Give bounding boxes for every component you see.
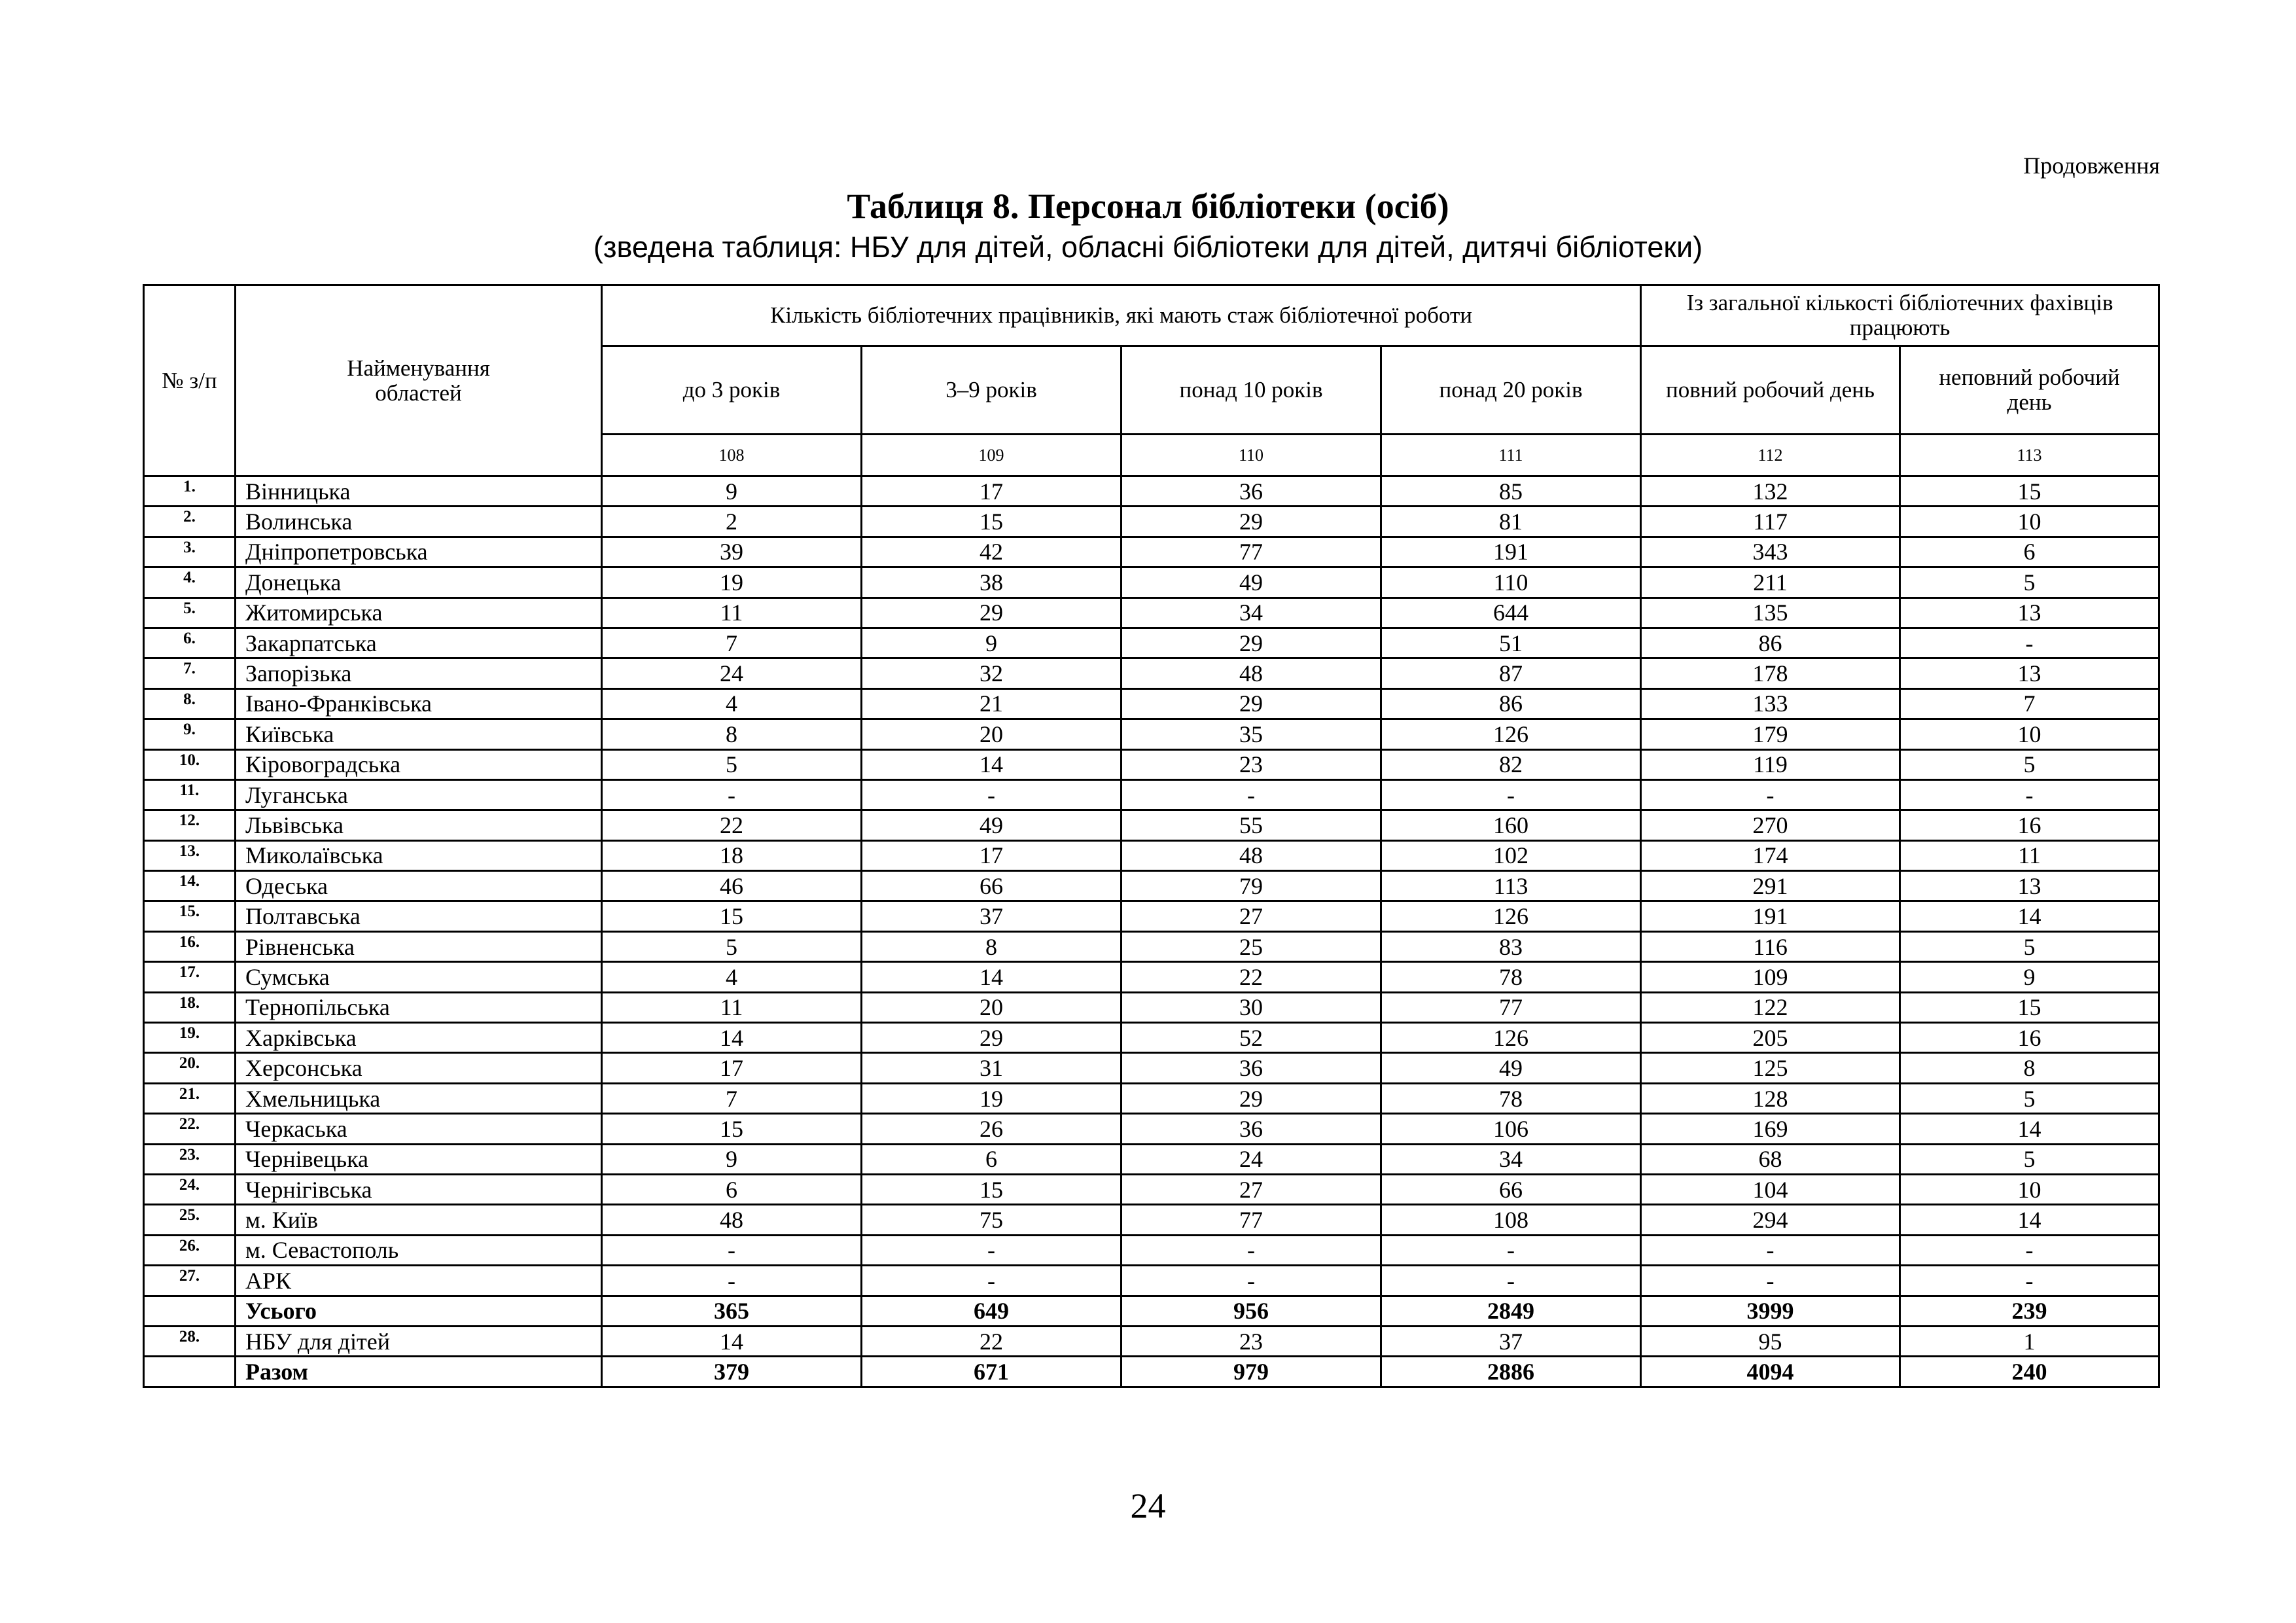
region-name: Луганська xyxy=(236,779,602,810)
table-row xyxy=(144,1326,2159,1356)
table-row xyxy=(144,871,2159,901)
row-number: 1. xyxy=(144,476,236,507)
value-cell: - xyxy=(1381,1235,1641,1265)
header-col-gt10: понад 10 років xyxy=(1122,346,1381,435)
value-cell: 5 xyxy=(1900,1144,2159,1174)
row-number: 6. xyxy=(144,628,236,658)
table-row xyxy=(144,507,2159,537)
region-name: Миколаївська xyxy=(236,840,602,870)
value-cell: - xyxy=(602,1266,862,1296)
header-col-number: 109 xyxy=(862,435,1122,476)
value-cell: 956 xyxy=(1122,1296,1381,1326)
table-row xyxy=(144,1023,2159,1053)
value-cell: 39 xyxy=(602,537,862,567)
value-cell: 9 xyxy=(862,628,1122,658)
row-number: 7. xyxy=(144,658,236,688)
value-cell: - xyxy=(1381,1266,1641,1296)
value-cell: 42 xyxy=(862,537,1122,567)
table-row xyxy=(144,628,2159,658)
table-row xyxy=(144,1296,2159,1326)
value-cell: 2849 xyxy=(1381,1296,1641,1326)
value-cell: 48 xyxy=(602,1205,862,1235)
header-group-schedule: Із загальної кількості бібліотечних фахівців працюють xyxy=(1641,285,2159,346)
value-cell: 29 xyxy=(862,597,1122,628)
value-cell: 8 xyxy=(862,931,1122,961)
value-cell: 671 xyxy=(862,1357,1122,1387)
table-subtitle: (зведена таблиця: НБУ для дітей, обласні бібліотеки для дітей, дитячі бібліотеки) xyxy=(593,230,1703,264)
row-number: 17. xyxy=(144,962,236,992)
value-cell: 48 xyxy=(1122,658,1381,688)
value-cell: 20 xyxy=(862,719,1122,749)
value-cell: 132 xyxy=(1641,476,1900,507)
region-name: Житомирська xyxy=(236,597,602,628)
header-num: № з/п xyxy=(144,285,236,476)
value-cell: 15 xyxy=(1900,476,2159,507)
value-cell: 13 xyxy=(1900,871,2159,901)
value-cell: 116 xyxy=(1641,931,1900,961)
value-cell: 22 xyxy=(862,1326,1122,1356)
value-cell: 294 xyxy=(1641,1205,1900,1235)
value-cell: 5 xyxy=(1900,567,2159,597)
value-cell: 36 xyxy=(1122,1053,1381,1083)
value-cell: 75 xyxy=(862,1205,1122,1235)
value-cell: - xyxy=(1122,1266,1381,1296)
value-cell: - xyxy=(1900,628,2159,658)
value-cell: 126 xyxy=(1381,1023,1641,1053)
row-number: 8. xyxy=(144,688,236,719)
row-number: 27. xyxy=(144,1266,236,1296)
value-cell: 126 xyxy=(1381,901,1641,931)
row-number: 15. xyxy=(144,901,236,931)
value-cell: - xyxy=(1641,1266,1900,1296)
value-cell: 35 xyxy=(1122,719,1381,749)
value-cell: 37 xyxy=(1381,1326,1641,1356)
value-cell: 16 xyxy=(1900,810,2159,840)
value-cell: 11 xyxy=(602,992,862,1022)
value-cell: 55 xyxy=(1122,810,1381,840)
value-cell: - xyxy=(1641,1235,1900,1265)
row-number: 5. xyxy=(144,597,236,628)
value-cell: 644 xyxy=(1381,597,1641,628)
value-cell: 104 xyxy=(1641,1174,1900,1204)
value-cell: - xyxy=(1900,1235,2159,1265)
region-name: Чернівецька xyxy=(236,1144,602,1174)
row-number: 22. xyxy=(144,1114,236,1144)
value-cell: 27 xyxy=(1122,901,1381,931)
value-cell: 9 xyxy=(1900,962,2159,992)
table-row xyxy=(144,962,2159,992)
region-name: Київська xyxy=(236,719,602,749)
region-name: Львівська xyxy=(236,810,602,840)
region-name: Херсонська xyxy=(236,1053,602,1083)
row-number: 4. xyxy=(144,567,236,597)
value-cell: 109 xyxy=(1641,962,1900,992)
value-cell: 78 xyxy=(1381,1083,1641,1113)
value-cell: - xyxy=(1641,779,1900,810)
value-cell: 179 xyxy=(1641,719,1900,749)
value-cell: 17 xyxy=(862,476,1122,507)
header-col-number: 112 xyxy=(1641,435,1900,476)
value-cell: 7 xyxy=(602,628,862,658)
row-number: 16. xyxy=(144,931,236,961)
value-cell: 29 xyxy=(1122,628,1381,658)
value-cell: 291 xyxy=(1641,871,1900,901)
row-number: 20. xyxy=(144,1053,236,1083)
value-cell: 21 xyxy=(862,688,1122,719)
value-cell: 20 xyxy=(862,992,1122,1022)
row-number xyxy=(144,1296,236,1326)
value-cell: 83 xyxy=(1381,931,1641,961)
value-cell: 5 xyxy=(1900,749,2159,779)
region-name: Хмельницька xyxy=(236,1083,602,1113)
header-col-number: 111 xyxy=(1381,435,1641,476)
table-row xyxy=(144,840,2159,870)
value-cell: 10 xyxy=(1900,507,2159,537)
value-cell: 29 xyxy=(1122,507,1381,537)
value-cell: 66 xyxy=(1381,1174,1641,1204)
table-row xyxy=(144,779,2159,810)
value-cell: 22 xyxy=(602,810,862,840)
table-row xyxy=(144,1357,2159,1387)
value-cell: 13 xyxy=(1900,597,2159,628)
value-cell: - xyxy=(1381,779,1641,810)
table-row xyxy=(144,901,2159,931)
value-cell: 24 xyxy=(602,658,862,688)
value-cell: 169 xyxy=(1641,1114,1900,1144)
value-cell: 365 xyxy=(602,1296,862,1326)
value-cell: 135 xyxy=(1641,597,1900,628)
value-cell: 86 xyxy=(1381,688,1641,719)
value-cell: 78 xyxy=(1381,962,1641,992)
row-number: 14. xyxy=(144,871,236,901)
value-cell: 15 xyxy=(602,901,862,931)
value-cell: 5 xyxy=(1900,1083,2159,1113)
value-cell: 270 xyxy=(1641,810,1900,840)
value-cell: 16 xyxy=(1900,1023,2159,1053)
region-name: АРК xyxy=(236,1266,602,1296)
value-cell: 122 xyxy=(1641,992,1900,1022)
row-number: 12. xyxy=(144,810,236,840)
value-cell: 34 xyxy=(1122,597,1381,628)
value-cell: - xyxy=(1122,1235,1381,1265)
header-col-number: 113 xyxy=(1900,435,2159,476)
table-row xyxy=(144,688,2159,719)
table-row xyxy=(144,992,2159,1022)
value-cell: 46 xyxy=(602,871,862,901)
table-row xyxy=(144,1053,2159,1083)
header-col-3-9: 3–9 років xyxy=(862,346,1122,435)
table-row xyxy=(144,1205,2159,1235)
region-name: Полтавська xyxy=(236,901,602,931)
value-cell: 6 xyxy=(1900,537,2159,567)
header-col-number: 110 xyxy=(1122,435,1381,476)
value-cell: 133 xyxy=(1641,688,1900,719)
value-cell: 211 xyxy=(1641,567,1900,597)
value-cell: 649 xyxy=(862,1296,1122,1326)
header-name: Найменування областей xyxy=(236,285,602,476)
region-name: Тернопільська xyxy=(236,992,602,1022)
header-col-parttime: неповний робочий день xyxy=(1900,346,2159,435)
value-cell: - xyxy=(1900,1266,2159,1296)
value-cell: 113 xyxy=(1381,871,1641,901)
region-name: Донецька xyxy=(236,567,602,597)
value-cell: 2 xyxy=(602,507,862,537)
table-row xyxy=(144,749,2159,779)
region-name: м. Севастополь xyxy=(236,1235,602,1265)
table-row xyxy=(144,1266,2159,1296)
header-col-lt3: до 3 років xyxy=(602,346,862,435)
row-number: 23. xyxy=(144,1144,236,1174)
value-cell: 4094 xyxy=(1641,1357,1900,1387)
value-cell: 14 xyxy=(602,1023,862,1053)
table-body xyxy=(144,476,2159,1387)
value-cell: 125 xyxy=(1641,1053,1900,1083)
value-cell: 15 xyxy=(862,507,1122,537)
value-cell: 6 xyxy=(862,1144,1122,1174)
header-group-experience: Кількість бібліотечних працівників, які мають стаж бібліотечної роботи xyxy=(602,285,1641,346)
row-number: 26. xyxy=(144,1235,236,1265)
value-cell: 79 xyxy=(1122,871,1381,901)
value-cell: 36 xyxy=(1122,1114,1381,1144)
value-cell: 106 xyxy=(1381,1114,1641,1144)
value-cell: 3999 xyxy=(1641,1296,1900,1326)
row-number: 10. xyxy=(144,749,236,779)
value-cell: 37 xyxy=(862,901,1122,931)
region-name: Усього xyxy=(236,1296,602,1326)
value-cell: 10 xyxy=(1900,1174,2159,1204)
row-number: 13. xyxy=(144,840,236,870)
value-cell: 34 xyxy=(1381,1144,1641,1174)
value-cell: 102 xyxy=(1381,840,1641,870)
region-name: Одеська xyxy=(236,871,602,901)
value-cell: 22 xyxy=(1122,962,1381,992)
value-cell: 19 xyxy=(602,567,862,597)
value-cell: 77 xyxy=(1381,992,1641,1022)
value-cell: 239 xyxy=(1900,1296,2159,1326)
value-cell: 15 xyxy=(862,1174,1122,1204)
value-cell: - xyxy=(862,779,1122,810)
value-cell: 51 xyxy=(1381,628,1641,658)
value-cell: 49 xyxy=(862,810,1122,840)
row-number: 28. xyxy=(144,1326,236,1356)
value-cell: 4 xyxy=(602,688,862,719)
value-cell: - xyxy=(1122,779,1381,810)
value-cell: 178 xyxy=(1641,658,1900,688)
table-row xyxy=(144,810,2159,840)
value-cell: 19 xyxy=(862,1083,1122,1113)
table-row xyxy=(144,567,2159,597)
region-name: Разом xyxy=(236,1357,602,1387)
value-cell: 13 xyxy=(1900,658,2159,688)
value-cell: 119 xyxy=(1641,749,1900,779)
row-number: 11. xyxy=(144,779,236,810)
value-cell: 174 xyxy=(1641,840,1900,870)
value-cell: 85 xyxy=(1381,476,1641,507)
value-cell: 29 xyxy=(862,1023,1122,1053)
table-row xyxy=(144,537,2159,567)
value-cell: 128 xyxy=(1641,1083,1900,1113)
value-cell: 14 xyxy=(1900,1114,2159,1144)
value-cell: 68 xyxy=(1641,1144,1900,1174)
value-cell: 6 xyxy=(602,1174,862,1204)
value-cell: 66 xyxy=(862,871,1122,901)
value-cell: 49 xyxy=(1381,1053,1641,1083)
value-cell: - xyxy=(862,1235,1122,1265)
value-cell: 7 xyxy=(1900,688,2159,719)
row-number: 25. xyxy=(144,1205,236,1235)
value-cell: 14 xyxy=(862,749,1122,779)
value-cell: 14 xyxy=(1900,901,2159,931)
value-cell: 31 xyxy=(862,1053,1122,1083)
table-row xyxy=(144,658,2159,688)
value-cell: 160 xyxy=(1381,810,1641,840)
value-cell: 48 xyxy=(1122,840,1381,870)
value-cell: 117 xyxy=(1641,507,1900,537)
value-cell: 14 xyxy=(602,1326,862,1356)
region-name: Івано-Франківська xyxy=(236,688,602,719)
table-row xyxy=(144,476,2159,507)
value-cell: 24 xyxy=(1122,1144,1381,1174)
value-cell: 14 xyxy=(1900,1205,2159,1235)
value-cell: 17 xyxy=(602,1053,862,1083)
value-cell: 17 xyxy=(862,840,1122,870)
row-number: 2. xyxy=(144,507,236,537)
value-cell: 979 xyxy=(1122,1357,1381,1387)
value-cell: 8 xyxy=(1900,1053,2159,1083)
table-row xyxy=(144,1174,2159,1204)
table-row xyxy=(144,1114,2159,1144)
value-cell: 87 xyxy=(1381,658,1641,688)
value-cell: 126 xyxy=(1381,719,1641,749)
value-cell: 5 xyxy=(1900,931,2159,961)
value-cell: 1 xyxy=(1900,1326,2159,1356)
row-number: 24. xyxy=(144,1174,236,1204)
value-cell: 52 xyxy=(1122,1023,1381,1053)
value-cell: 15 xyxy=(1900,992,2159,1022)
region-name: Дніпропетровська xyxy=(236,537,602,567)
region-name: Рівненська xyxy=(236,931,602,961)
staff-table xyxy=(143,284,2160,1388)
value-cell: 82 xyxy=(1381,749,1641,779)
value-cell: - xyxy=(602,779,862,810)
value-cell: 81 xyxy=(1381,507,1641,537)
value-cell: 7 xyxy=(602,1083,862,1113)
row-number: 9. xyxy=(144,719,236,749)
value-cell: 2886 xyxy=(1381,1357,1641,1387)
value-cell: 11 xyxy=(602,597,862,628)
value-cell: 9 xyxy=(602,1144,862,1174)
table-row xyxy=(144,719,2159,749)
region-name: Чернігівська xyxy=(236,1174,602,1204)
value-cell: 191 xyxy=(1381,537,1641,567)
value-cell: 18 xyxy=(602,840,862,870)
value-cell: 343 xyxy=(1641,537,1900,567)
value-cell: 9 xyxy=(602,476,862,507)
row-number: 19. xyxy=(144,1023,236,1053)
value-cell: 29 xyxy=(1122,1083,1381,1113)
value-cell: 108 xyxy=(1381,1205,1641,1235)
value-cell: 5 xyxy=(602,749,862,779)
value-cell: 191 xyxy=(1641,901,1900,931)
region-name: Волинська xyxy=(236,507,602,537)
region-name: НБУ для дітей xyxy=(236,1326,602,1356)
region-name: Черкаська xyxy=(236,1114,602,1144)
value-cell: - xyxy=(1900,779,2159,810)
region-name: Кіровоградська xyxy=(236,749,602,779)
value-cell: 25 xyxy=(1122,931,1381,961)
region-name: Закарпатська xyxy=(236,628,602,658)
value-cell: 36 xyxy=(1122,476,1381,507)
table-row xyxy=(144,1235,2159,1265)
row-number xyxy=(144,1357,236,1387)
value-cell: 23 xyxy=(1122,1326,1381,1356)
value-cell: 240 xyxy=(1900,1357,2159,1387)
value-cell: 110 xyxy=(1381,567,1641,597)
row-number: 18. xyxy=(144,992,236,1022)
value-cell: 77 xyxy=(1122,1205,1381,1235)
value-cell: 77 xyxy=(1122,537,1381,567)
header-col-fulltime: повний робочий день xyxy=(1641,346,1900,435)
value-cell: 379 xyxy=(602,1357,862,1387)
value-cell: 26 xyxy=(862,1114,1122,1144)
region-name: Вінницька xyxy=(236,476,602,507)
table-row xyxy=(144,1083,2159,1113)
value-cell: 4 xyxy=(602,962,862,992)
continuation-label: Продовження xyxy=(2023,152,2160,179)
value-cell: 32 xyxy=(862,658,1122,688)
header-col-gt20: понад 20 років xyxy=(1381,346,1641,435)
value-cell: 14 xyxy=(862,962,1122,992)
region-name: Харківська xyxy=(236,1023,602,1053)
row-number: 3. xyxy=(144,537,236,567)
region-name: Сумська xyxy=(236,962,602,992)
value-cell: 95 xyxy=(1641,1326,1900,1356)
table-row xyxy=(144,931,2159,961)
value-cell: 27 xyxy=(1122,1174,1381,1204)
value-cell: - xyxy=(862,1266,1122,1296)
table-row xyxy=(144,597,2159,628)
value-cell: 29 xyxy=(1122,688,1381,719)
value-cell: 15 xyxy=(602,1114,862,1144)
value-cell: 8 xyxy=(602,719,862,749)
region-name: Запорізька xyxy=(236,658,602,688)
value-cell: 11 xyxy=(1900,840,2159,870)
row-number: 21. xyxy=(144,1083,236,1113)
value-cell: 205 xyxy=(1641,1023,1900,1053)
value-cell: 5 xyxy=(602,931,862,961)
page-number: 24 xyxy=(1130,1486,1166,1525)
region-name: м. Київ xyxy=(236,1205,602,1235)
table-title: Таблиця 8. Персонал бібліотеки (осіб) xyxy=(847,187,1449,226)
value-cell: 10 xyxy=(1900,719,2159,749)
table-row xyxy=(144,1144,2159,1174)
value-cell: 23 xyxy=(1122,749,1381,779)
value-cell: 86 xyxy=(1641,628,1900,658)
value-cell: - xyxy=(602,1235,862,1265)
value-cell: 49 xyxy=(1122,567,1381,597)
value-cell: 38 xyxy=(862,567,1122,597)
header-col-number: 108 xyxy=(602,435,862,476)
value-cell: 30 xyxy=(1122,992,1381,1022)
